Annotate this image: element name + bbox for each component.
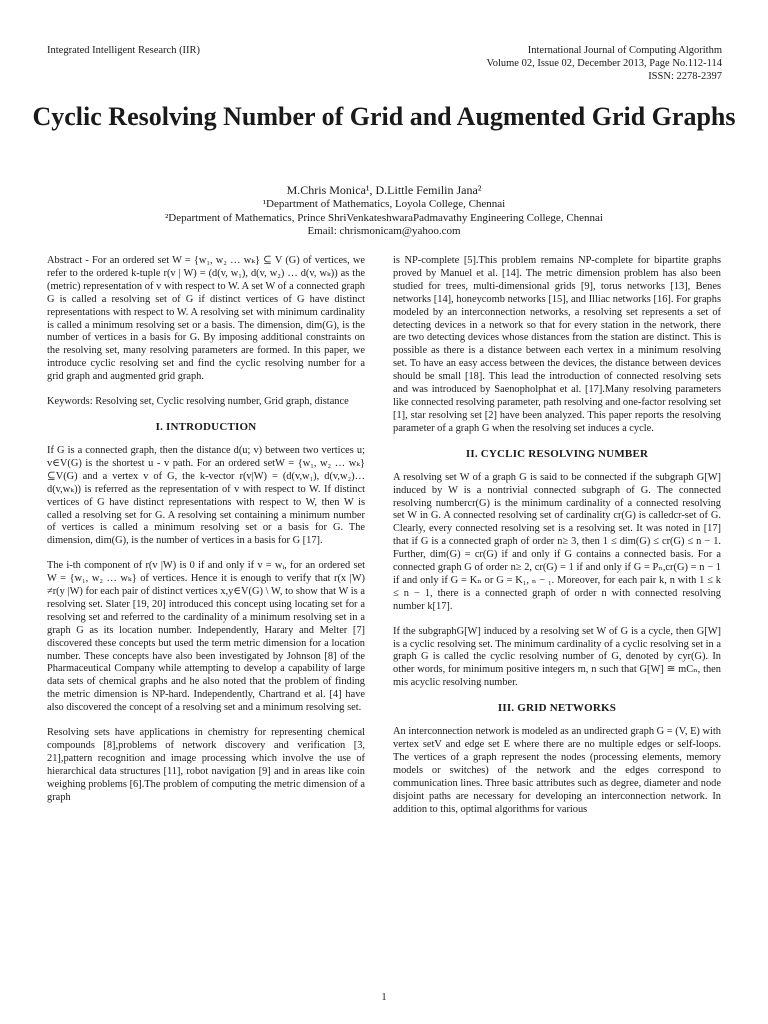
journal-header-left: Integrated Intelligent Research (IIR): [47, 45, 201, 56]
section-heading-introduction: I. INTRODUCTION: [155, 420, 257, 433]
intro-paragraph-2: The i-th component of r(v |W) is 0 if and only if v = wᵢ, for an ordered set W = {w₁, w₂ … wₖ} of vertices. Hence it is enough to verify that r(x |W) ≠r(y |W) for each pair of distinct vertices x,y∈V(G) \ W, to show that W is a resolving set. Slater [19, 20] introduced this concept using locating set for a resolving set and referred to the cardinality of a minimum resolving set in a graph G as its location number. Independently, Harary and Melter [7] discovered these concepts but used the term metric dimension for a location number. These concepts have also been investigated by Johnson [8] of the Pharmaceutical Company while attempting to develop a capability of large data sets of chemical graphs and he also noted that the problem of finding the metric dimension is NP-hard. Independently, Chartrand et al. [4] have also discovered the concept of a resolving set and a minimum resolving set.: [47, 560, 365, 714]
section-heading-cyclic-resolving-number: II. CYCLIC RESOLVING NUMBER: [465, 447, 649, 460]
intro-paragraph-1: If G is a connected graph, then the distance d(u; v) between two vertices u; v∈V(G) is the shortest u - v path. For an ordered setW = {w₁, w₂ … wₖ}⊆V(G) and a vertex v of G, the k-vector r(v|W) = (d(v,w₁), d(v,w₂)… d(v,wₖ)) is referred as the representation of v with respect to W. If distinct vertices of G have distinct representations with respect to W, then W is called a resolving set for G. A resolving set containing a minimum number of vertices is called a minimum resolving set or a basis for G. The dimension, dim(G), is the number of vertices in a basis for G [17].: [47, 444, 365, 547]
paper-title: Cyclic Resolving Number of Grid and Augmented Grid Graphs: [32, 102, 736, 131]
cyclic-paragraph-2: If the subgraphG[W] induced by a resolving set W of G is a cycle, then G[W] is a cyclic resolving set. The minimum cardinality of a cyclic resolving set in a graph G is called the cyclic resolving number of G, denoted by cyr(G). In other words, for minimum positive integers m, n such that G[W] ≅ mCₙ, then mis acyclic resolving number.: [393, 625, 721, 689]
left-column: [47, 255, 365, 817]
journal-volume: Volume 02, Issue 02, December 2013, Page No.112-114: [486, 58, 722, 69]
cyclic-paragraph-1: A resolving set W of a graph G is said to be connected if the subgraph G[W] induced by W is a nontrivial connected subgraph of G. The connected resolving numbercr(G) is the minimum cardinality of a connected resolving set W in G. A connected resolving set of cardinality cr(G) is calledcr-set of G. Clearly, every connected resolving set is a resolving set. It was noted in [17] that if G is a connected graph of order n≥ 3, then 1 ≤ dim(G) ≤ cr(G) ≤ n − 1. Further, dim(G) = cr(G) if and only if G contains a connected basis. For a connected graph G of order n≥ 2, cr(G) = 1 if and only if G = Pₙ,cr(G) = n − 1 if and only if G = Kₙ or G = K₁, ₙ − ₁. Moreover, for each pair k, n with 1 ≤ k ≤ n − 1, there is a connected graph of order n with connected resolving number k[17].: [393, 471, 721, 612]
affiliation-1: ¹Department of Mathematics, Loyola College, Chennai: [262, 198, 506, 210]
journal-issn: ISSN: 2278-2397: [648, 71, 722, 82]
intro-continuation: is NP-complete [5].This problem remains NP-complete for bipartite graphs proved by Manuel et al. [14]. The metric dimension problem has also been studied for trees, multi-dimensional grids [9], torus networks [13], Benes networks [14], honeycomb networks [15], and Illiac networks [16]. For graphs modeled by an interconnection networks, a resolving set represents a set of detecting devices in a network so that for every station in the network, there are two detecting devices whose distances from the station are distinct. This is possible as there is a distance between each vertex in a minimum resolving set. To have an easy access between the devices, the distance between devices should be small [18]. This lead the introduction of connected resolving sets and was introduced by Saenopholphat et al. [17].Many resolving parameters like connected resolving parameter, path resolving and one-factor resolving set [1], star resolving set [2] have been analyzed. This paper reports the resolving parameter of a graph G when the resolving set induces a cycle.: [393, 255, 721, 434]
keywords: Keywords: Resolving set, Cyclic resolving number, Grid graph, distance: [47, 396, 349, 408]
affiliation-2: ²Department of Mathematics, Prince ShriVenkateshwaraPadmavathy Engineering College, Chennai: [165, 211, 603, 224]
author-block: [0, 183, 768, 239]
grid-paragraph-1: An interconnection network is modeled as an undirected graph G = (V, E) with vertex setV and edge set E where there are no multiple edges or self-loops. The vertices of a graph represent the nodes (processing elements, memory models or switches) of the network and the edges correspond to communication lines. Three basic attributes such as degree, diameter and node disjoint paths are necessary for developing an interconnection network. In addition to this, optimal algorithms for various: [393, 726, 721, 815]
intro-paragraph-3: Resolving sets have applications in chemistry for representing chemical compounds [8],problems of network discovery and verification [3, 21],pattern recognition and image processing which involve the use of hierarchical data structures [11], robot navigation [9] and in areas like coin weighing problems [6].The problem of computing the metric dimension of a graph: [47, 727, 365, 803]
abstract: Abstract - For an ordered set W = {w₁, w₂ … wₖ} ⊆ V (G) of vertices, we refer to the ordered k-tuple r(v | W) = (d(v, w₁), d(v, w₂) … d(v, wₖ)) as the (metric) representation of v with respect to W. A set W of a connected graph G is called a resolving set of G if distinct vertices of G have distinct representations with respect to W. A resolving set with minimum cardinality is called a minimum resolving set or a basis. The dimension, dim(G), is the number of vertices in a basis for G. By imposing additional constraints on the resolving set, many resolving parameters are formed. In this paper, we introduce cyclic resolving set and find the cyclic resolving number for a grid graph and augmented grid graph.: [47, 255, 365, 383]
journal-name: International Journal of Computing Algorithm: [527, 45, 722, 56]
author-email: Email: chrismonicam@yahoo.com: [307, 225, 461, 237]
section-heading-grid-networks: III. GRID NETWORKS: [497, 702, 617, 715]
author-names: M.Chris Monica¹, D.Little Femilin Jana²: [286, 183, 482, 197]
journal-header-right: [486, 44, 722, 83]
right-column: [393, 255, 721, 829]
page-number: 1: [381, 992, 387, 1003]
